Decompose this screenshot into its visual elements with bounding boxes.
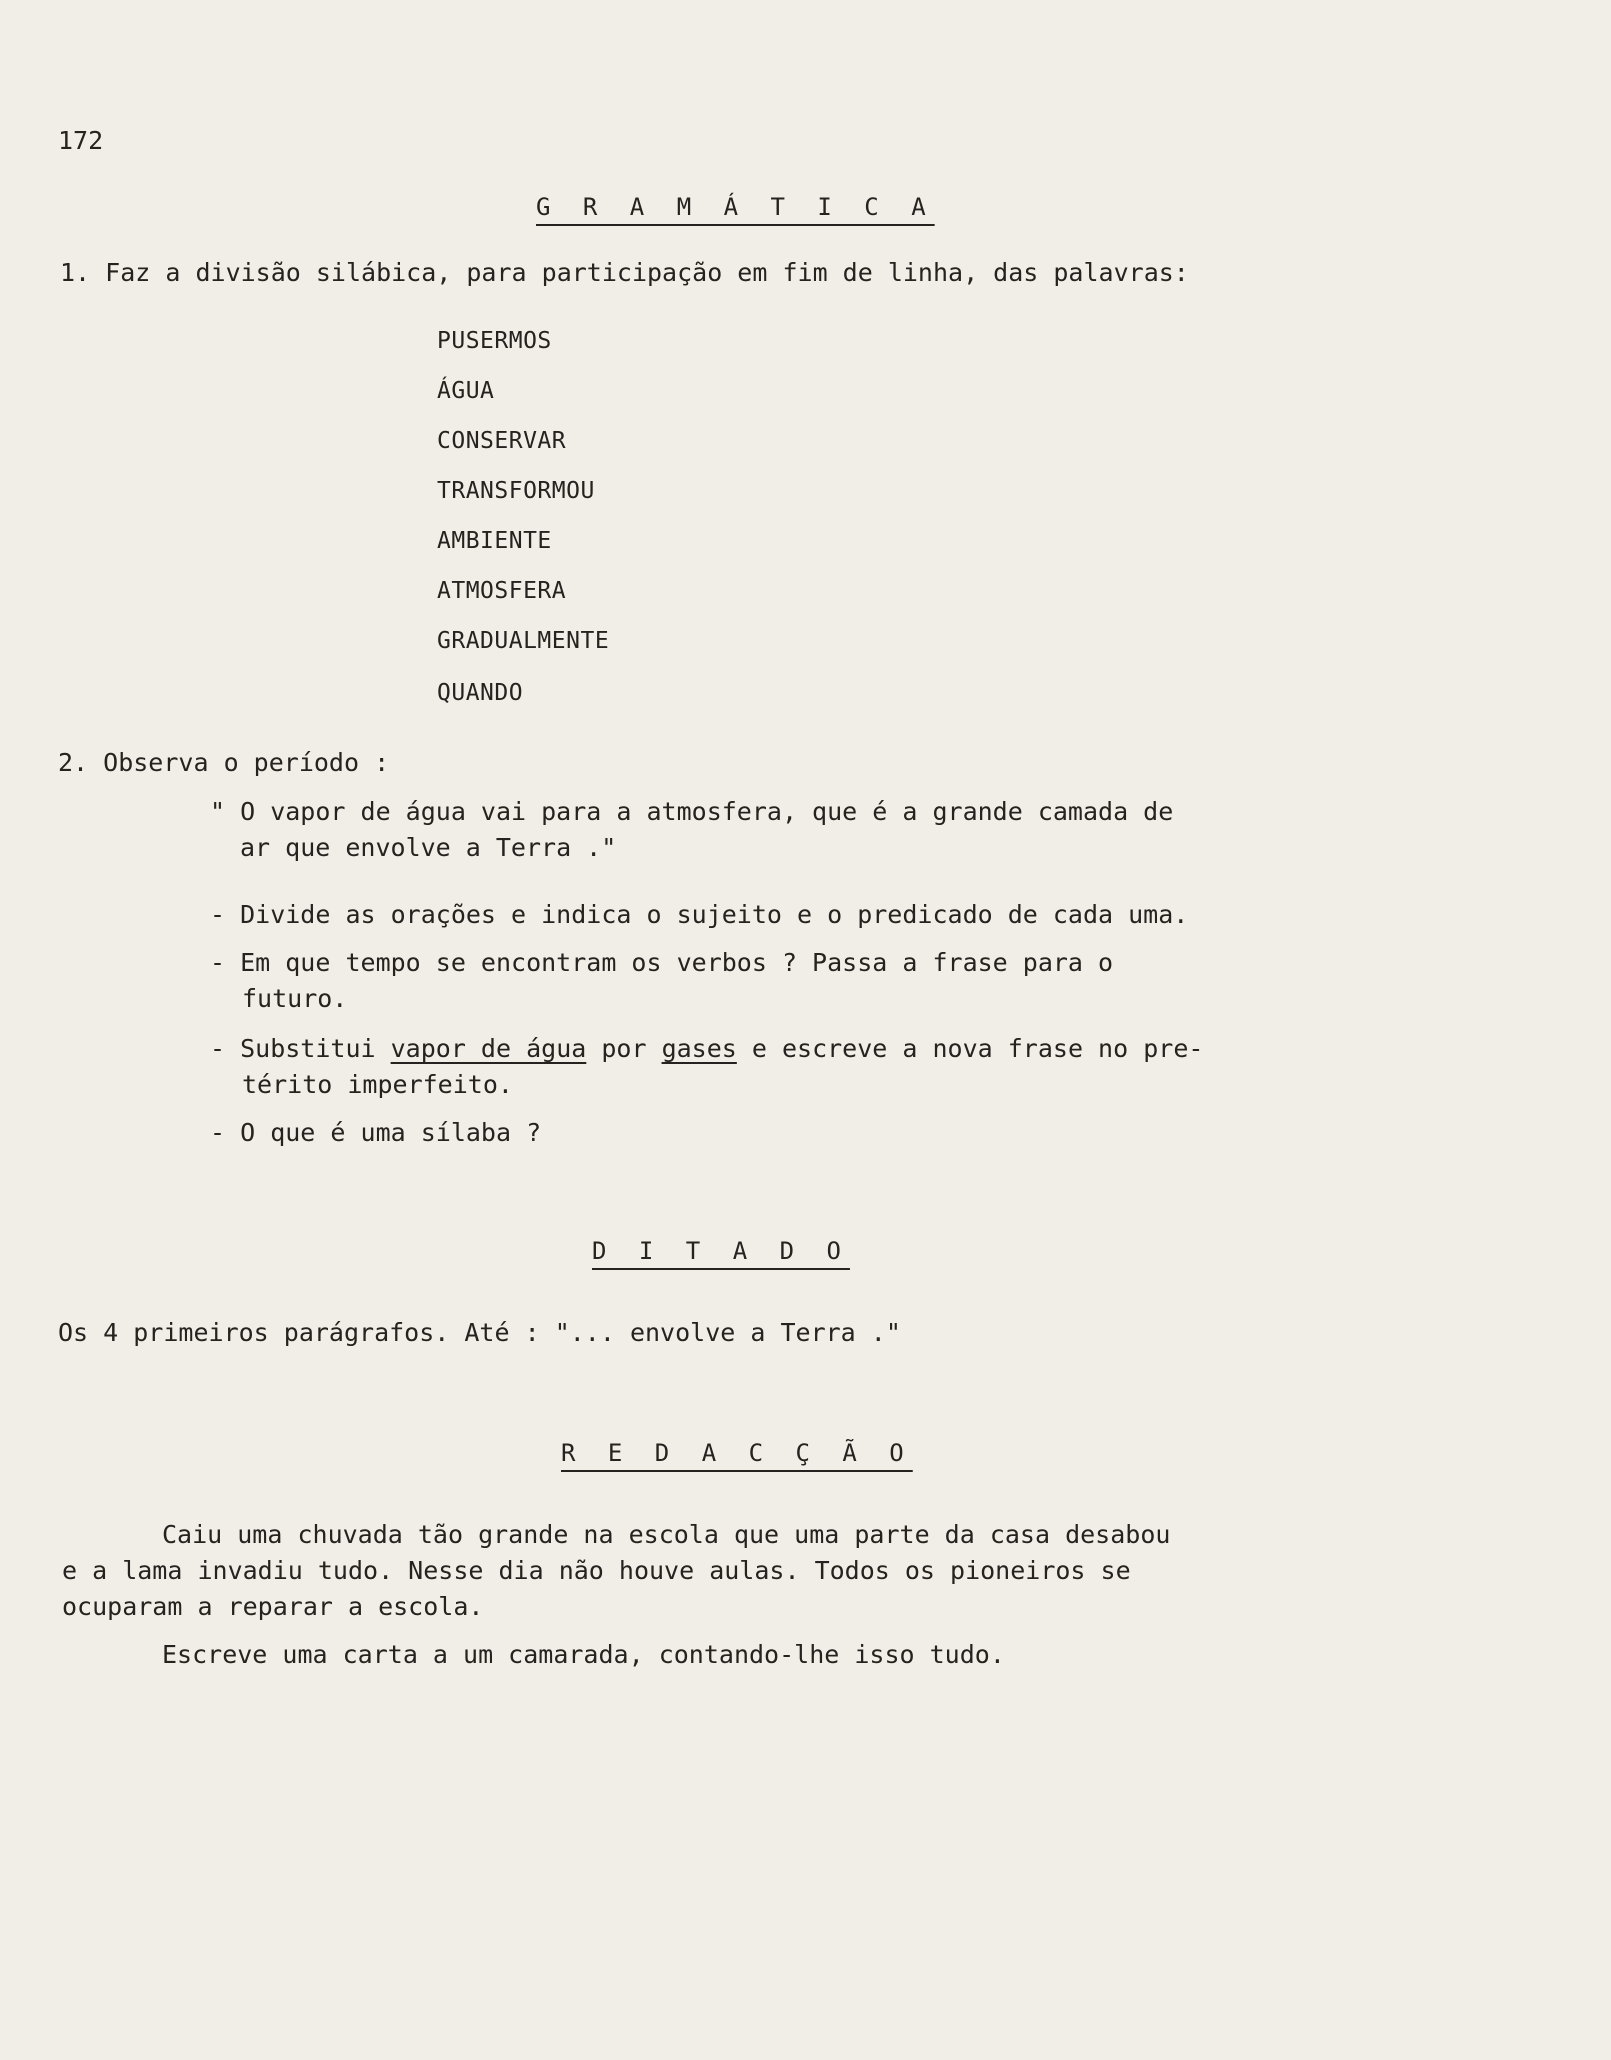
quote-line-1: " O vapor de água vai para a atmosfera, que é a grande camada de [210,797,1174,826]
task-tempo-line-2: futuro. [242,984,348,1013]
page-number: 172 [58,126,104,155]
section-title-gramatica: G R A M Á T I C A [536,193,935,221]
question-1: 1. Faz a divisão silábica, para participação em fim de linha, das palavras: [60,258,1189,287]
word-item: PUSERMOS [437,328,552,354]
section-title-ditado: D I T A D O [592,1237,850,1265]
redaccao-instruction: Escreve uma carta a um camarada, contando-lhe isso tudo. [162,1640,1005,1669]
task-silaba: - O que é uma sílaba ? [210,1118,542,1147]
task-tempo-line-1: - Em que tempo se encontram os verbos ? Passa a frase para o [210,948,1114,977]
task-substitui-line-1 [210,1034,1203,1064]
question-2: 2. Observa o período : [58,748,390,777]
task-substitui-line-2: térito imperfeito. [242,1070,513,1099]
task-divide: - Divide as orações e indica o sujeito e o predicado de cada uma. [210,900,1189,929]
word-item: ATMOSFERA [437,578,567,604]
task-substitui-mid: por [586,1034,662,1063]
task-substitui-prefix: - Substitui [210,1034,391,1063]
underlined-vapor-de-agua: vapor de água [390,1034,587,1063]
word-item: CONSERVAR [437,428,567,454]
underlined-gases: gases [661,1034,737,1063]
quote-line-2: ar que envolve a Terra ." [240,833,617,862]
ditado-text: Os 4 primeiros parágrafos. Até : "... envolve a Terra ." [58,1318,901,1347]
section-title-redaccao: R E D A C Ç Ã O [561,1439,913,1467]
task-substitui-suffix: e escreve a nova frase no pre- [736,1034,1204,1063]
redaccao-paragraph-line-1: Caiu uma chuvada tão grande na escola que uma parte da casa desabou [162,1520,1171,1549]
word-item: QUANDO [437,680,524,706]
redaccao-paragraph-line-3: ocuparam a reparar a escola. [62,1592,484,1621]
word-item: TRANSFORMOU [437,478,595,504]
redaccao-paragraph-line-2: e a lama invadiu tudo. Nesse dia não houve aulas. Todos os pioneiros se [62,1556,1131,1585]
word-item: AMBIENTE [437,528,552,554]
word-item: ÁGUA [437,378,495,404]
word-item: GRADUALMENTE [437,628,610,654]
